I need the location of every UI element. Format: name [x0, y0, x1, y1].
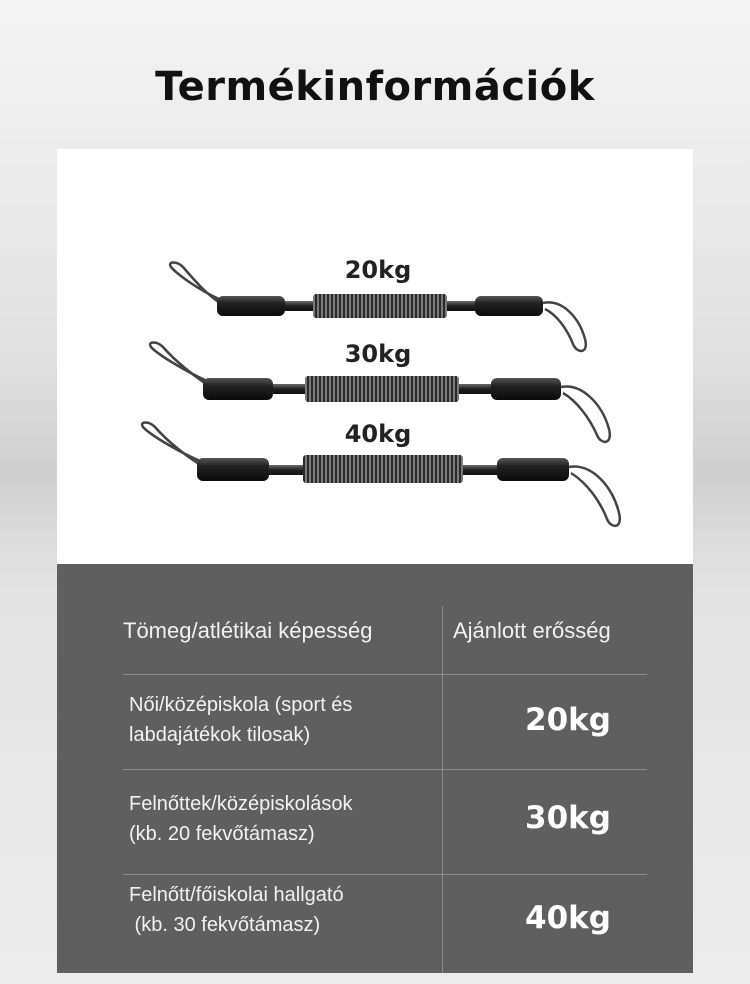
table-row-description: Felnőtt/főiskolai hallgató (kb. 30 fekvőtámasz) [129, 884, 344, 936]
weight-label-40kg: 40kg [344, 420, 412, 448]
table-header-strength: Ajánlott erősség [453, 618, 611, 643]
weight-label-20kg: 20kg [344, 256, 412, 284]
table-row-strength: 40kg [525, 900, 611, 936]
table-row-description: Női/középiskola (sport és labdajátékok tilosak) [129, 694, 353, 746]
product-image-panel [57, 149, 693, 564]
row-divider [123, 769, 647, 770]
table-header-capability: Tömeg/atlétikai képesség [123, 618, 373, 643]
page-title: Termékinformációk [155, 64, 595, 110]
strength-table [57, 564, 693, 973]
row-divider [123, 674, 647, 675]
weight-label-30kg: 30kg [344, 340, 412, 368]
table-row-strength: 20kg [525, 702, 611, 738]
row-divider [123, 874, 647, 875]
table-row-description: Felnőttek/középiskolások (kb. 20 fekvőtámasz) [129, 793, 353, 845]
table-row-strength: 30kg [525, 800, 611, 836]
